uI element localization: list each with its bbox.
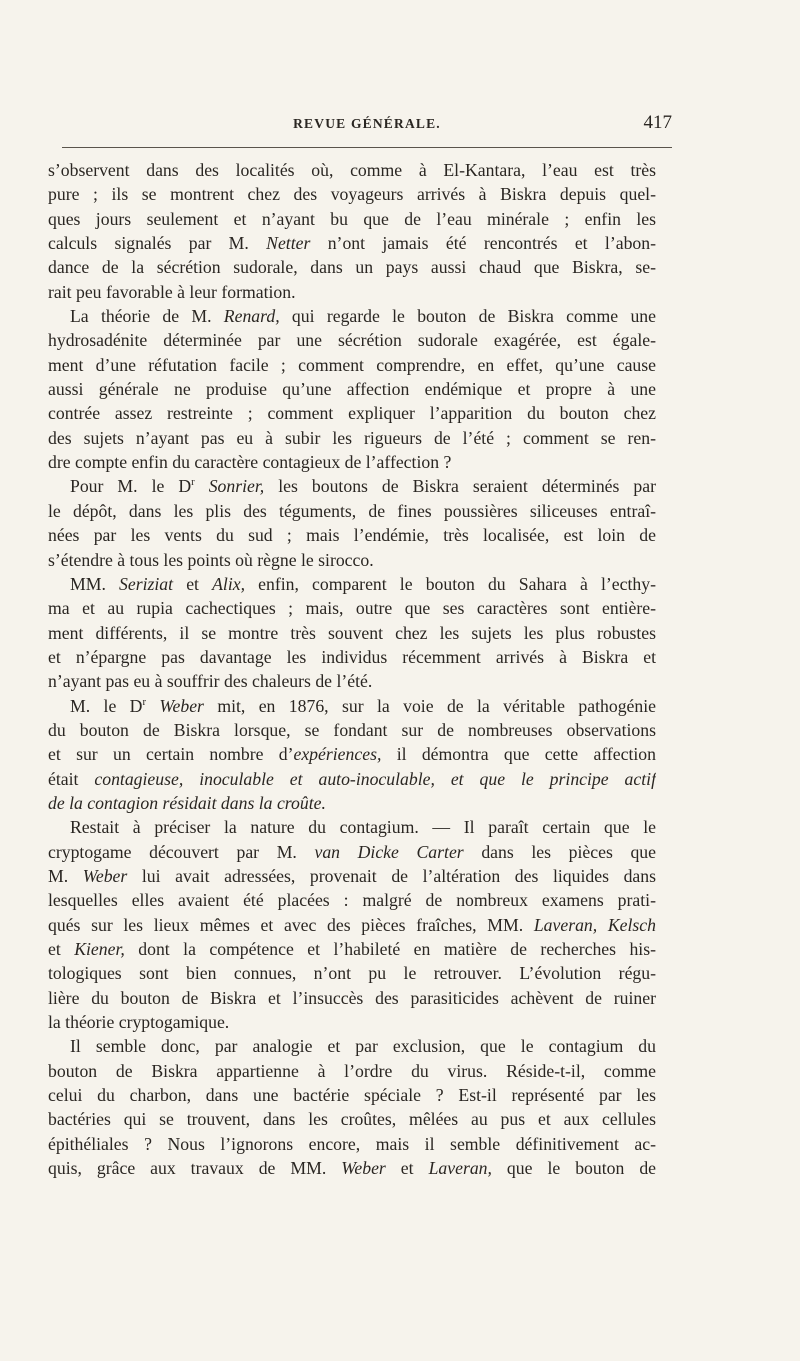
text-run: Pour M. le D [70,476,192,497]
text-run: du bouton de Biskra lorsque, se fondant sur de nombreuses observations [48,719,656,740]
text-run [146,696,159,716]
text-line [48,694,656,718]
text-line [48,1034,656,1058]
text-run: lui avait adressées, provenait de l’altération des liquides dans [127,865,656,886]
text-line [48,499,656,523]
text-line [48,1083,656,1107]
text-line [48,353,656,377]
text-line [48,913,656,937]
text-run: ment d’une réfutation facile ; comment comprendre, en effet, qu’une cause [48,354,656,375]
text-run: lesquelles elles avaient été placées : malgré de nombreux examens prati- [48,890,656,911]
italic-text: de la contagion résidait dans la croûte. [48,792,326,813]
text-line [48,304,656,328]
text-line [48,791,656,815]
text-run: La théorie de M. [70,306,224,327]
text-run: bouton de Biskra appartienne à l’ordre du virus. Réside-t-il, comme [48,1060,656,1081]
italic-text: Weber [341,1158,386,1179]
italic-text: Kiener, [74,939,125,959]
italic-text: Alix, [212,573,246,594]
text-run: et [48,939,75,959]
text-line [48,572,656,596]
text-run: qui regarde le bouton de Biskra comme une [279,306,656,327]
italic-text: Seriziat [119,573,174,594]
italic-text: contagieuse, inoculable et auto-inoculable, et que le principe actif [94,768,656,789]
text-run: celui du charbon, dans une bactérie spéciale ? Est-il représenté par les [48,1085,656,1106]
text-line [48,961,656,985]
text-line [48,474,656,498]
text-run: calculs signalés par M. [48,233,267,254]
text-run: M. [48,865,83,886]
text-run: quis, grâce aux travaux de MM. [48,1158,342,1179]
italic-text: Laveran, Kelsch [533,914,656,935]
text-run: dre compte enfin du caractère contagieux de l’affection ? [48,452,452,473]
superscript: r [142,696,146,708]
text-line [48,937,656,961]
text-run: bactéries qui se trouvent, dans les croûtes, mêlées au pus et aux cellules [48,1109,656,1130]
text-run: les boutons de Biskra seraient déterminés par [264,476,656,497]
text-run: ment différents, il se montre très souvent chez les sujets les plus robustes [48,622,656,643]
text-line [48,426,656,450]
text-line [48,158,656,182]
text-run: aussi générale ne produise qu’une affection endémique et propre à une [48,379,656,400]
text-line [48,1059,656,1083]
text-line [48,718,656,742]
text-run: s’étendre à tous les points où règne le sirocco. [48,549,374,570]
text-line [48,1010,656,1034]
text-line [48,207,656,231]
italic-text: Weber [159,695,204,716]
page-header [62,112,672,136]
text-run: nées par les vents du sud ; mais l’endémie, très localisée, est loin de [48,525,656,546]
text-run: dans les pièces que [463,841,656,862]
text-run: n’ayant pas eu à souffrir des chaleurs de l’été. [48,671,373,692]
text-line [48,1132,656,1156]
text-line [48,1156,656,1180]
text-line [48,182,656,206]
text-line [48,377,656,401]
text-line [48,888,656,912]
superscript: r [191,477,195,489]
italic-text: van Dicke Carter [314,841,464,862]
text-line [48,986,656,1010]
italic-text: Sonrier, [208,476,265,497]
text-run: et n’épargne pas davantage les individus récemment arrivés à Biskra et [48,646,656,667]
text-run: ques jours seulement et n’ayant bu que de l’eau minérale ; enfin les [48,208,656,229]
text-run: épithéliales ? Nous l’ignorons encore, mais il semble définitivement ac- [48,1133,656,1154]
italic-text: Renard, [223,306,280,327]
text-run: lière du bouton de Biskra et l’insuccès des parasiticides achèvent de ruiner [48,987,656,1008]
text-line [48,596,656,620]
text-line [48,840,656,864]
header-rule [62,147,672,148]
text-run: il démontra que cette affection [381,744,656,765]
text-line [48,255,656,279]
text-run: était [48,768,95,789]
text-line [48,864,656,888]
text-run: s’observent dans des localités où, comme à El-Kantara, l’eau est très [48,160,656,180]
text-line [48,231,656,255]
italic-text: Weber [82,865,128,886]
text-line [48,401,656,425]
text-run: des sujets n’ayant pas eu à subir les rigueurs de l’été ; comment se ren- [48,427,656,448]
text-run: dont la compétence et l’habileté en matière de recherches his- [124,939,656,959]
text-run: la théorie cryptogamique. [48,1012,230,1033]
text-run: M. le D [70,695,143,716]
text-run: tologiques sont bien connues, n’ont pu le retrouver. L’évolution régu- [48,963,656,984]
text-run: contrée assez restreinte ; comment expliquer l’apparition du bouton chez [48,403,656,424]
text-line [48,621,656,645]
text-run: ma et au rupia cachectiques ; mais, outre que ses caractères sont entière- [48,598,656,619]
text-run: enfin, comparent le bouton du Sahara à l’ecthy- [245,573,656,594]
text-line [48,328,656,352]
text-line [48,742,656,766]
text-run: MM. [70,573,120,594]
text-line [48,815,656,839]
text-run: et [385,1158,429,1179]
text-line [48,645,656,669]
body-text [48,158,656,1180]
text-run: mit, en 1876, sur la voie de la véritable pathogénie [203,695,656,716]
text-run: et [173,573,213,594]
italic-text: Laveran, [428,1158,492,1179]
text-line [48,450,656,474]
text-run: et sur un certain nombre d’ [48,744,294,765]
text-line [48,548,656,572]
italic-text: expériences, [293,744,382,765]
text-line [48,669,656,693]
text-run: qués sur les lieux mêmes et avec des pièces fraîches, MM. [48,914,534,935]
text-line [48,1107,656,1131]
text-run: cryptogame découvert par M. [48,841,315,862]
text-run: Il semble donc, par analogie et par exclusion, que le contagium du [70,1036,656,1057]
text-run: le dépôt, dans les plis des téguments, de fines poussières siliceuses entraî- [48,500,656,521]
text-run: dance de la sécrétion sudorale, dans un pays aussi chaud que Biskra, se- [48,257,656,278]
text-line [48,523,656,547]
text-line [48,280,656,304]
text-run: hydrosadénite déterminée par une sécrétion sudorale exagérée, est égale- [48,330,656,351]
text-run: Restait à préciser la nature du contagium. — Il paraît certain que le [70,817,656,838]
text-run: pure ; ils se montrent chez des voyageurs arrivés à Biskra depuis quel- [48,184,656,205]
text-run [195,476,209,496]
text-line [48,767,656,791]
text-run: que le bouton de [491,1158,656,1179]
italic-text: Netter [266,233,311,254]
text-run: rait peu favorable à leur formation. [48,281,296,302]
page-number: 417 [643,112,672,133]
running-title: REVUE GÉNÉRALE. [293,116,441,131]
text-run: n’ont jamais été rencontrés et l’abon- [310,233,656,254]
